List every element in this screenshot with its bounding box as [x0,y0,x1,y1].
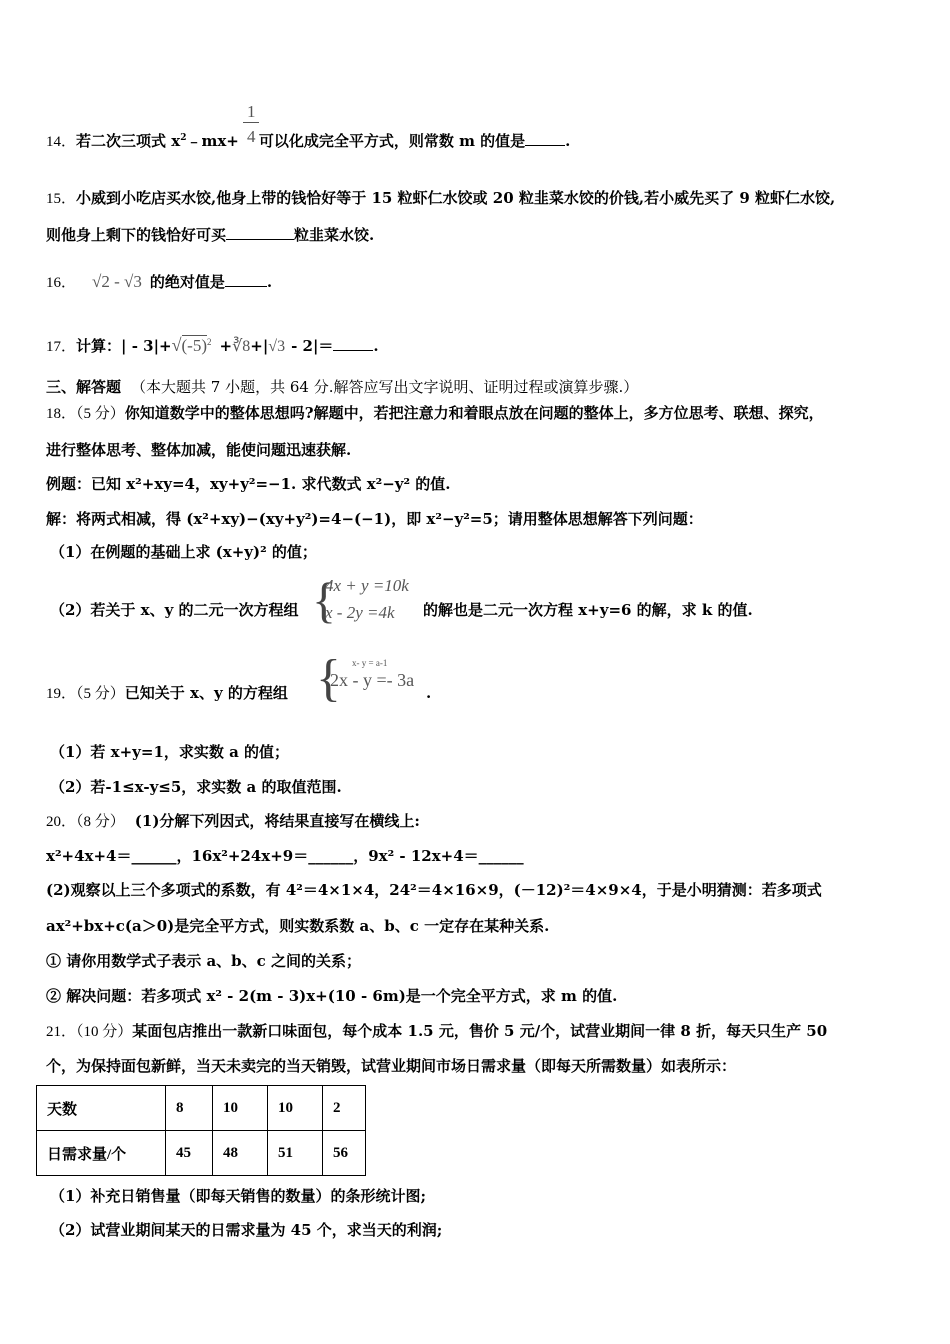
question-number: 20． [46,814,77,830]
q16-text: 的绝对值是 [149,273,225,291]
table-cell: 10 [268,1086,323,1131]
question-number: 17． [46,339,77,355]
question-21 [46,1021,827,1042]
section-note: （本大题共 7 小题，共 64 分.解答应写出文字说明、证明过程或演算步骤.） [131,378,639,396]
question-17: 17．计算：| - $3|+√(-5)^2$ +∛8+|√3 - 2|＝ . [46,335,379,355]
q15-line2-post: 粒韭菜水饺. [294,226,375,244]
table-cell: 天数 [37,1086,166,1131]
system-brace-icon: { [316,650,341,707]
q19-text: 已知关于 x、y 的方程组 [124,684,288,702]
question-score: （5 分） [76,406,125,422]
system-brace-icon: { [312,572,336,628]
answer-blank[interactable] [333,336,373,351]
table-cell: 45 [166,1131,213,1176]
fraction-bar [243,122,259,123]
question-score: （5 分） [76,686,125,702]
question-18 [46,403,824,424]
demand-table [36,1085,366,1176]
q20-title: (1)分解下列因式，将结果直接写在横线上: [134,812,420,830]
question-number: 15． [46,191,77,207]
q19-equation-1: x- y = a-1 [352,658,388,668]
q19-part2: （2）若-1≤x-y≤5，求实数 a 的取值范围. [50,778,342,796]
table-cell: 56 [323,1131,366,1176]
q18-line2: 进行整体思考、整体加减，能使问题迅速获解. [46,441,352,459]
q15-line2-pre: 则他身上剩下的钱恰好可买 [46,226,227,244]
q18-example: 例题：已知 x²+xy=4，xy+y²=−1. 求代数式 x²−y² 的值. [46,475,451,493]
q18-solution: 解：将两式相减，得 (x²+xy)−(xy+y²)=4−(−1)，即 x²−y²=5；请用整体思想解答下列问题： [46,510,703,528]
q19-equation-2: 2x - y =- 3a [330,670,415,690]
q16-expression: √2 - √3 [92,272,142,291]
q21-part1: （1）补充日销售量（即每天销售的数量）的条形统计图; [50,1187,426,1205]
question-number: 16． [46,275,77,291]
question-score: （8 分） [76,814,125,830]
answer-blank[interactable] [225,272,267,287]
q20-expressions: x²+4x+4＝______，16x²+24x+9＝______，9x² - 12x+4＝______ [46,847,524,865]
q20-observation-2: ax²+bx+c(a＞0)是完全平方式，则实数系数 a、b、c 一定存在某种关系. [46,917,550,935]
question-15-line2 [46,225,374,245]
section-title: 三、解答题 [46,378,122,396]
q17-sqrt3: √3 [268,338,286,355]
q20-sub-1: ① 请你用数学式子表示 a、b、c 之间的关系； [46,952,362,970]
q21-line2: 个，为保持面包新鲜，当天未卖完的当天销毁，试营业期间市场日需求量（即每天所需数量）如表所示： [46,1057,737,1075]
table-cell: 8 [166,1086,213,1131]
question-number: 18． [46,406,77,422]
q19-part1: （1）若 x+y=1，求实数 a 的值； [50,743,290,761]
question-16: 16． √2 - √3 的绝对值是 . [46,272,273,291]
q14-text-mid: ﹣mx+ [186,132,239,150]
q18-part2-pre: （2）若关于 x、y 的二元一次方程组 [50,601,299,619]
q17-text-pre: 计算：| - 3|+ [76,337,172,355]
q21-line1: 某面包店推出一款新口味面包，每个成本 1.5 元，售价 5 元/个，试营业期间一律 8 折，每天只生产 50 [132,1022,828,1040]
q14-text-post: 可以化成完全平方式，则常数 m 的值是 [258,132,526,150]
question-number: 19． [46,686,77,702]
answer-blank[interactable] [525,131,565,146]
q20-observation-1: (2)观察以上三个多项式的系数，有 4²＝4×1×4，24²＝4×16×9，(－12)²＝4×9×4，于是小明猜测：若多项式 [46,881,822,899]
fraction-denominator: 4 [247,127,256,146]
section-header [46,376,638,397]
q17-cube-root: ∛8 [232,338,251,355]
q15-line1: 小威到小吃店买水饺,他身上带的钱恰好等于 15 粒虾仁水饺或 20 粒韭菜水饺的价钱,若小威先买了 9 粒虾仁水饺, [76,189,836,207]
question-14: 14．若二次三项式 $x^2﹣mx+$ 可以化成完全平方式，则常数 m 的值是 . [46,132,571,150]
table-cell: 48 [213,1131,268,1176]
q21-part2: （2）试营业期间某天的日需求量为 45 个，求当天的利润; [50,1221,443,1239]
question-score: （10 分） [76,1024,133,1040]
q18-part1: （1）在例题的基础上求 (x+y)² 的值； [50,543,317,561]
table-cell: 2 [323,1086,366,1131]
q18-part2-post: 的解也是二元一次方程 x+y=6 的解，求 k 的值. [423,601,753,619]
table-row [37,1086,366,1131]
question-19 [46,683,288,704]
question-15 [46,188,835,209]
table-row [37,1131,366,1176]
answer-blank[interactable] [226,225,294,240]
question-20 [46,811,420,832]
table-cell: 日需求量/个 [37,1131,166,1176]
question-number: 21． [46,1024,77,1040]
q18-equation-1: 4x + y =10k [325,576,409,595]
q18-line1: 你知道数学中的整体思想吗?解题中，若把注意力和着眼点放在问题的整体上，多方位思考、联想、探究， [124,404,824,422]
table-cell: 10 [213,1086,268,1131]
q17-sqrt-expr: (-5) [181,336,207,355]
q20-sub-2: ② 解决问题：若多项式 x² - 2(m - 3)x+(10 - 6m)是一个完全平方式，求 m 的值. [46,987,618,1005]
table-cell: 51 [268,1131,323,1176]
q18-equation-2: x - 2y =4k [325,603,395,622]
fraction-numerator: 1 [247,102,256,121]
question-number: 14． [46,134,77,150]
sqrt-icon: √ [171,335,182,355]
q14-text-pre: 若二次三项式 x [76,132,181,150]
